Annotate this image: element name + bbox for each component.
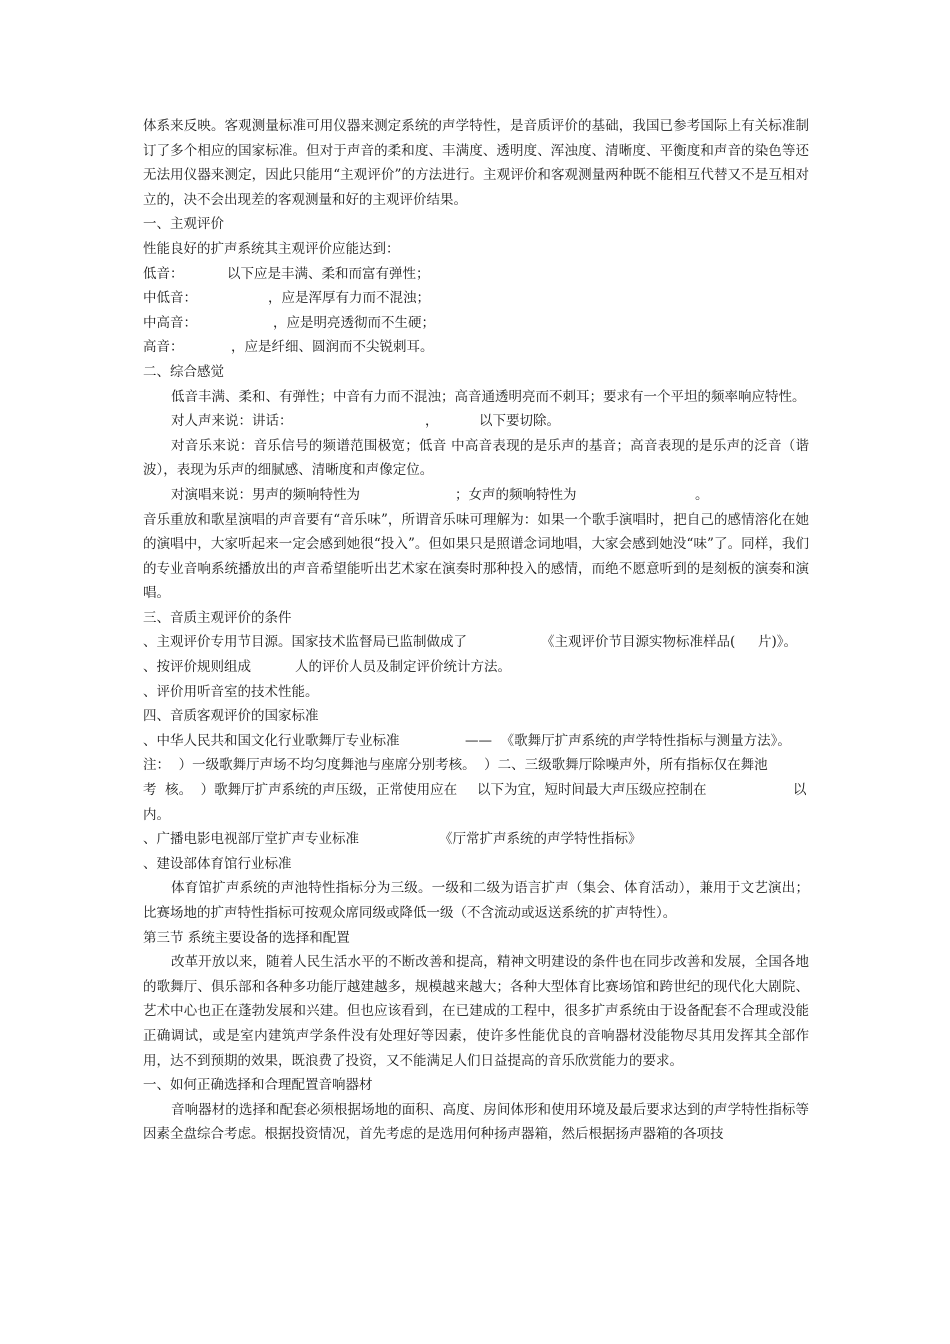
note-line-2-mid: 以下为宜，短时间最大声压级应控制在 [477, 782, 707, 799]
voice-line [143, 409, 809, 434]
note-line-2-text: 考 核。 ）歌舞厅扩声系统的声压级，正常使用应在 [143, 782, 458, 799]
standard-1 [143, 729, 809, 754]
condition-1-end: 片)》。 [758, 634, 798, 651]
paragraph-equipment: 音响器材的选择和配套必须根据场地的面积、高度、房间体形和使用环境及最后要求达到的声学特性指标等因素全盘综合考虑。根据投资情况，首先考虑的是选用何种扬声器箱，然后根据扬声器箱的各项技 [143, 1101, 809, 1143]
standard-2 [143, 827, 809, 852]
treble-label: 高音： [143, 339, 184, 356]
heading-section-3: 第三节 系统主要设备的选择和配置 [143, 929, 350, 946]
paragraph-intro: 体系来反映。客观测量标准可用仪器来测定系统的声学特性，是音质评价的基础，我国已参考国际上有关标准制订了多个相应的国家标准。但对于声音的柔和度、丰满度、透明度、浑浊度、清晰度、平衡度和声音的染色等还无法用仪器来测定，因此只能用“主观评价”的方法进行。主观评价和客观测量两种既不能相互代替又不是互相对立的，决不会出现差的客观测量和好的主观评价结果。 [143, 118, 809, 208]
condition-2-end: 人的评价人员及制定评价统计方法。 [295, 659, 511, 676]
high-mid-line [143, 311, 809, 336]
paragraph-overall-feeling: 低音丰满、柔和、有弹性；中音有力而不混浊；高音通透明亮而不刺耳；要求有一个平坦的频率响应特性。 [171, 388, 806, 405]
treble-text: ，应是纤细、圆润而不尖锐刺耳。 [231, 339, 434, 356]
condition-1-text: 、主观评价专用节目源。国家技术监督局已监制做成了 [143, 634, 467, 651]
low-mid-text: ，应是浑厚有力而不混浊； [268, 290, 430, 307]
bass-text: 以下应是丰满、柔和而富有弹性； [227, 265, 430, 282]
standard-2-title: 《厅常扩声系统的声学特性指标》 [439, 831, 642, 848]
heading-evaluation-conditions: 三、音质主观评价的条件 [143, 609, 292, 626]
condition-1 [143, 630, 809, 655]
singing-female-text: ；女声的频响特性为 [455, 486, 577, 503]
paragraph-music: 对音乐来说：音乐信号的频谱范围极宽；低音 中高音表现的是乐声的基音；高音表现的是乐声的泛音（谐波），表现为乐声的细腻感、清晰度和声像定位。 [143, 437, 809, 479]
low-mid-line [143, 286, 809, 311]
condition-1-title: 《主观评价节目源实物标准样品( [541, 634, 736, 651]
high-mid-label: 中高音： [143, 314, 197, 331]
heading-equipment-selection: 一、如何正确选择和合理配置音响器材 [143, 1077, 373, 1094]
bass-label: 低音： [143, 265, 184, 282]
voice-comma: ， [425, 413, 439, 430]
heading-overall-feeling: 二、综合感觉 [143, 363, 224, 380]
singing-male-text: 对演唱来说：男声的频响特性为 [171, 486, 360, 503]
standard-1-title: —— 《歌舞厅扩声系统的声学特性指标与测量方法》。 [465, 732, 791, 749]
condition-3: 、评价用听音室的技术性能。 [143, 683, 319, 700]
heading-subjective-evaluation: 一、主观评价 [143, 216, 224, 233]
low-mid-label: 中低音： [143, 290, 197, 307]
paragraph-stadium: 体育馆扩声系统的声池特性指标分为三级。一级和二级为语言扩声（集会、体育活动），兼用于文艺演出；比赛场地的扩声特性指标可按观众席同级或降低一级（不含流动或返送系统的扩声特性）。 [143, 880, 809, 921]
singing-end: 。 [695, 486, 709, 503]
note-line-1: 注： ）一级歌舞厅声场不均匀度舞池与座席分别考核。 ）二、三级歌舞厅除噪声外，所有指标仅在舞池 [143, 757, 768, 774]
note-line-3: 内。 [143, 806, 170, 823]
singing-line [143, 483, 809, 508]
document-page [143, 114, 809, 1147]
high-mid-text: ，应是明亮透彻而不生硬； [273, 314, 435, 331]
standard-2-text: 、广播电影电视部厅堂扩声专业标准 [143, 831, 359, 848]
standard-3: 、建设部体育馆行业标准 [143, 855, 292, 872]
note-line-2 [143, 778, 809, 803]
treble-line [143, 335, 809, 360]
voice-cut-text: 以下要切除。 [479, 413, 560, 430]
condition-2-text: 、按评价规则组成 [143, 659, 251, 676]
voice-speech-label: 对人声来说：讲话： [171, 413, 293, 430]
paragraph-subjective-requirements: 性能良好的扩声系统其主观评价应能达到： [143, 240, 400, 257]
bass-line [143, 262, 809, 287]
paragraph-reform: 改革开放以来，随着人民生活水平的不断改善和提高，精神文明建设的条件也在同步改善和发展，全国各地的歌舞厅、俱乐部和各种多功能厅越建越多，规模越来越大；各种大型体育比赛场馆和跨世纪的现代化大剧院、艺术中心也正在蓬勃发展和兴建。但也应该看到，在已建成的工程中，很多扩声系统由于设备配套不合理或没能正确调试，或是室内建筑声学条件没有处理好等因素，使许多性能优良的音响器材没能物尽其用发挥其全部作用，达不到预期的效果，既浪费了投资，又不能满足人们日益提高的音乐欣赏能力的要求。 [143, 954, 809, 1069]
condition-2 [143, 655, 809, 680]
paragraph-music-flavor: 音乐重放和歌星演唱的声音要有“音乐味”，所谓音乐味可理解为：如果一个歌手演唱时，把自己的感情溶化在她的演唱中，大家听起来一定会感到她很“投入”。但如果只是照谱念词地唱，大家会感到她没“味”了。同样，我们的专业音响系统播放出的声音希望能听出艺术家在演奏时那种投入的感情，而绝不愿意听到的是刻板的演奏和演唱。 [143, 511, 809, 602]
standard-1-text: 、中华人民共和国文化行业歌舞厅专业标准 [143, 732, 400, 749]
heading-national-standards: 四、音质客观评价的国家标准 [143, 708, 319, 725]
note-line-2-end: 以 [793, 782, 807, 799]
